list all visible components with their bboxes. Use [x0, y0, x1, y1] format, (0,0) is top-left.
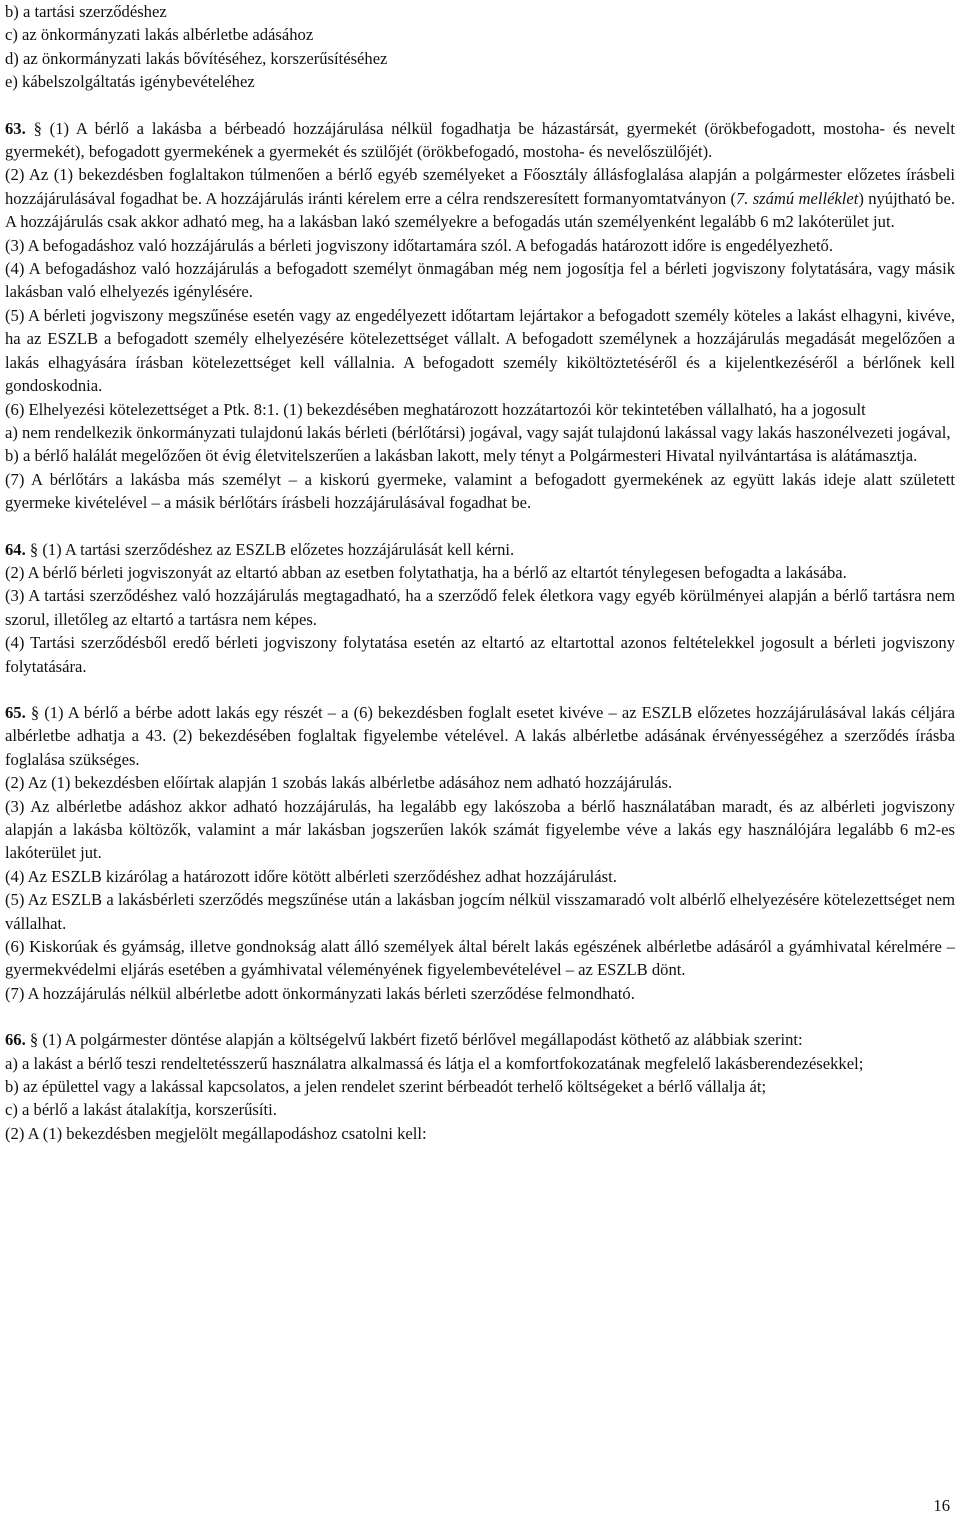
section-65-paragraph-7: (7) A hozzájárulás nélkül albérletbe adott önkormányzati lakás bérleti szerződése felmondható.	[5, 983, 635, 1003]
paragraph-text: (2) Az (1) bekezdésben foglaltakon túlmenően a bérlő egyéb személyeket a Főosztály állásfoglalása alapján a polgármester előzetes írásbeli hozzájárulásával fogadhat be. A hozzájárulás iránti kérelem erre a célra rendszeresített formanyomtatványon (	[5, 165, 955, 208]
section-65-paragraph-3: (3) Az albérletbe adáshoz akkor adható hozzájárulás, ha legalább egy lakószoba a bérlő használatában maradt, és az albérleti jogviszony alapján a lakásba költözők, valamint a már lakásban jogszerűen lakók számát figyelembe véve a lakás egy használójára legalább 6 m2-es lakóterület jut.	[5, 796, 955, 863]
section-63-paragraph-3: (3) A befogadáshoz való hozzájárulás a bérleti jogviszony időtartamára szól. A befogadás határozott időre is engedélyezhető.	[5, 235, 834, 255]
section-63-paragraph-6b: b) a bérlő halálát megelőzően öt évig életvitelszerűen a lakásban lakott, mely tényt a Polgármesteri Hivatal nyilvántartása is alátámasztja.	[5, 446, 918, 466]
section-66-item-b: b) az épülettel vagy a lakással kapcsolatos, a jelen rendelet szerint bérbeadót terhelő költségeket a bérlő vállalja át;	[5, 1077, 767, 1097]
section-65-paragraph-1	[5, 701, 955, 771]
page-number: 16	[933, 1496, 950, 1515]
section-63-paragraph-1	[5, 117, 955, 164]
paragraph-text: (1) A tartási szerződéshez az ESZLB előzetes hozzájárulását kell kérni.	[38, 539, 515, 559]
list-item: b) a tartási szerződéshez	[5, 2, 167, 21]
section-65-paragraph-2: (2) Az (1) bekezdésben előírtak alapján 1 szobás lakás albérletbe adásához nem adható hozzájárulás.	[5, 773, 673, 793]
section-65-paragraph-6: (6) Kiskorúak és gyámság, illetve gondnokság alatt álló személyek által bérelt lakás egészének albérletbe adásáról a gyámhivatal kérelmére – gyermekvédelmi eljárás esetében a gyámhivatal véleményének figyelembevételével – az ESZLB dönt.	[5, 937, 955, 980]
paragraph-text: ) nyújtható be. A hozzájárulás csak akkor adható meg, ha a lakásban lakó személyekre a befogadás után személyenként legalább 6 m2 lakóterület jut.	[5, 188, 955, 232]
section-65-paragraph-5: (5) Az ESZLB a lakásbérleti szerződés megszűnése után a lakásban jogcím nélkül visszamaradó volt albérlő elhelyezésére kötelezettséget nem vállalhat.	[5, 890, 955, 933]
list-item: d) az önkormányzati lakás bővítéséhez, korszerűsítéséhez	[5, 48, 388, 68]
section-sign: §	[30, 702, 40, 722]
section-number: 66.	[5, 1030, 26, 1050]
section-66-paragraph-1	[5, 1028, 955, 1051]
section-64-paragraph-3: (3) A tartási szerződéshez való hozzájárulás megtagadható, ha a szerződő felek életkora vagy egyéb körülményei alapján a bérlő tartásra nem szorul, illetőleg az eltartó a tartásra nem képes.	[5, 586, 955, 629]
section-66-item-c: c) a bérlő a lakást átalakítja, korszerűsíti.	[5, 1100, 277, 1120]
section-64-paragraph-1	[5, 538, 955, 561]
paragraph-text: (1) A bérlő a lakásba a bérbeadó hozzájárulása nélkül fogadhatja be házastársát, gyermekét (örökbefogadott, mostoha- és nevelt gyermekét), befogadott gyermekének a gyermekét és szülőjét (örökbefogadó, mostoha- és nevelőszülőjét).	[5, 118, 955, 162]
section-64-paragraph-2: (2) A bérlő bérleti jogviszonyát az eltartó abban az esetben folytathatja, ha a bérlő az eltartót ténylegesen befogadta a lakásába.	[5, 562, 847, 582]
section-63-paragraph-6a: a) nem rendelkezik önkormányzati tulajdonú lakás bérleti (bérlőtársi) jogával, vagy saját tulajdonú lakással vagy lakás haszonélvezeti jogával,	[5, 422, 951, 442]
section-63-paragraph-6: (6) Elhelyezési kötelezettséget a Ptk. 8:1. (1) bekezdésében meghatározott hozzátartozói kör tekintetében vállalható, ha a jogosult	[5, 399, 866, 419]
paragraph-text: (1) A polgármester döntése alapján a költségelvű lakbért fizető bérlővel megállapodást köthető az alábbiak szerint:	[38, 1030, 803, 1050]
section-sign: §	[33, 118, 42, 138]
annex-reference: 7. számú melléklet	[735, 188, 859, 208]
section-sign: §	[29, 539, 39, 559]
section-sign: §	[29, 1030, 39, 1050]
section-number: 65.	[5, 702, 26, 722]
list-item: c) az önkormányzati lakás albérletbe adásához	[5, 25, 314, 45]
section-63-paragraph-5: (5) A bérleti jogviszony megszűnése esetén vagy az engedélyezett időtartam lejártakor a befogadott személy köteles a lakást elhagyni, kivéve, ha az ESZLB a befogadott személy elhelyezésére kötelezettséget vállalt. A befogadott személynek a hozzájárulás megadását megelőzően a lakás elhagyására írásban kötelezettséget kell vállalnia. A befogadott személy kiköltöztetéséről és a kijelentkezéséről a bérlőnek kell gondoskodnia.	[5, 305, 955, 396]
section-63-paragraph-7: (7) A bérlőtárs a lakásba más személyt – a kiskorú gyermeke, valamint a befogadott gyermekének az együtt lakás ideje alatt született gyermeke kivételével – a másik bérlőtárs írásbeli hozzájárulásával fogadhat be.	[5, 469, 955, 513]
section-number: 64.	[5, 539, 26, 559]
list-item: e) kábelszolgáltatás igénybevételéhez	[5, 72, 255, 92]
section-63-paragraph-4: (4) A befogadáshoz való hozzájárulás a befogadott személyt önmagában még nem jogosítja fel a bérleti jogviszony folytatására, vagy másik lakásban való elhelyezés igénylésére.	[5, 259, 955, 302]
section-number: 63.	[5, 118, 26, 138]
section-66-paragraph-2: (2) A (1) bekezdésben megjelölt megállapodáshoz csatolni kell:	[5, 1123, 427, 1143]
section-64-paragraph-4: (4) Tartási szerződésből eredő bérleti jogviszony folytatása esetén az eltartó az eltartottal azonos feltételekkel jogosult a bérleti jogviszony folytatására.	[5, 633, 955, 676]
paragraph-text: (1) A bérlő a bérbe adott lakás egy részét – a (6) bekezdésben foglalt esetet kivéve – az ESZLB előzetes hozzájárulásával lakás céljára albérletbe adhatja a 43. (2) bekezdésében foglaltak figyelembe vételével. A lakás albérletbe adásának érvényességéhez a szerződés írásba foglalása szükséges.	[5, 702, 955, 769]
section-65-paragraph-4: (4) Az ESZLB kizárólag a határozott időre kötött albérleti szerződéshez adhat hozzájárulást.	[5, 866, 617, 886]
section-63-paragraph-2	[5, 163, 955, 233]
section-66-item-a: a) a lakást a bérlő teszi rendeltetésszerű használatra alkalmassá és látja el a komfortfokozatának megfelelő lakásberendezésekkel;	[5, 1053, 864, 1073]
document-body	[5, 0, 955, 1145]
